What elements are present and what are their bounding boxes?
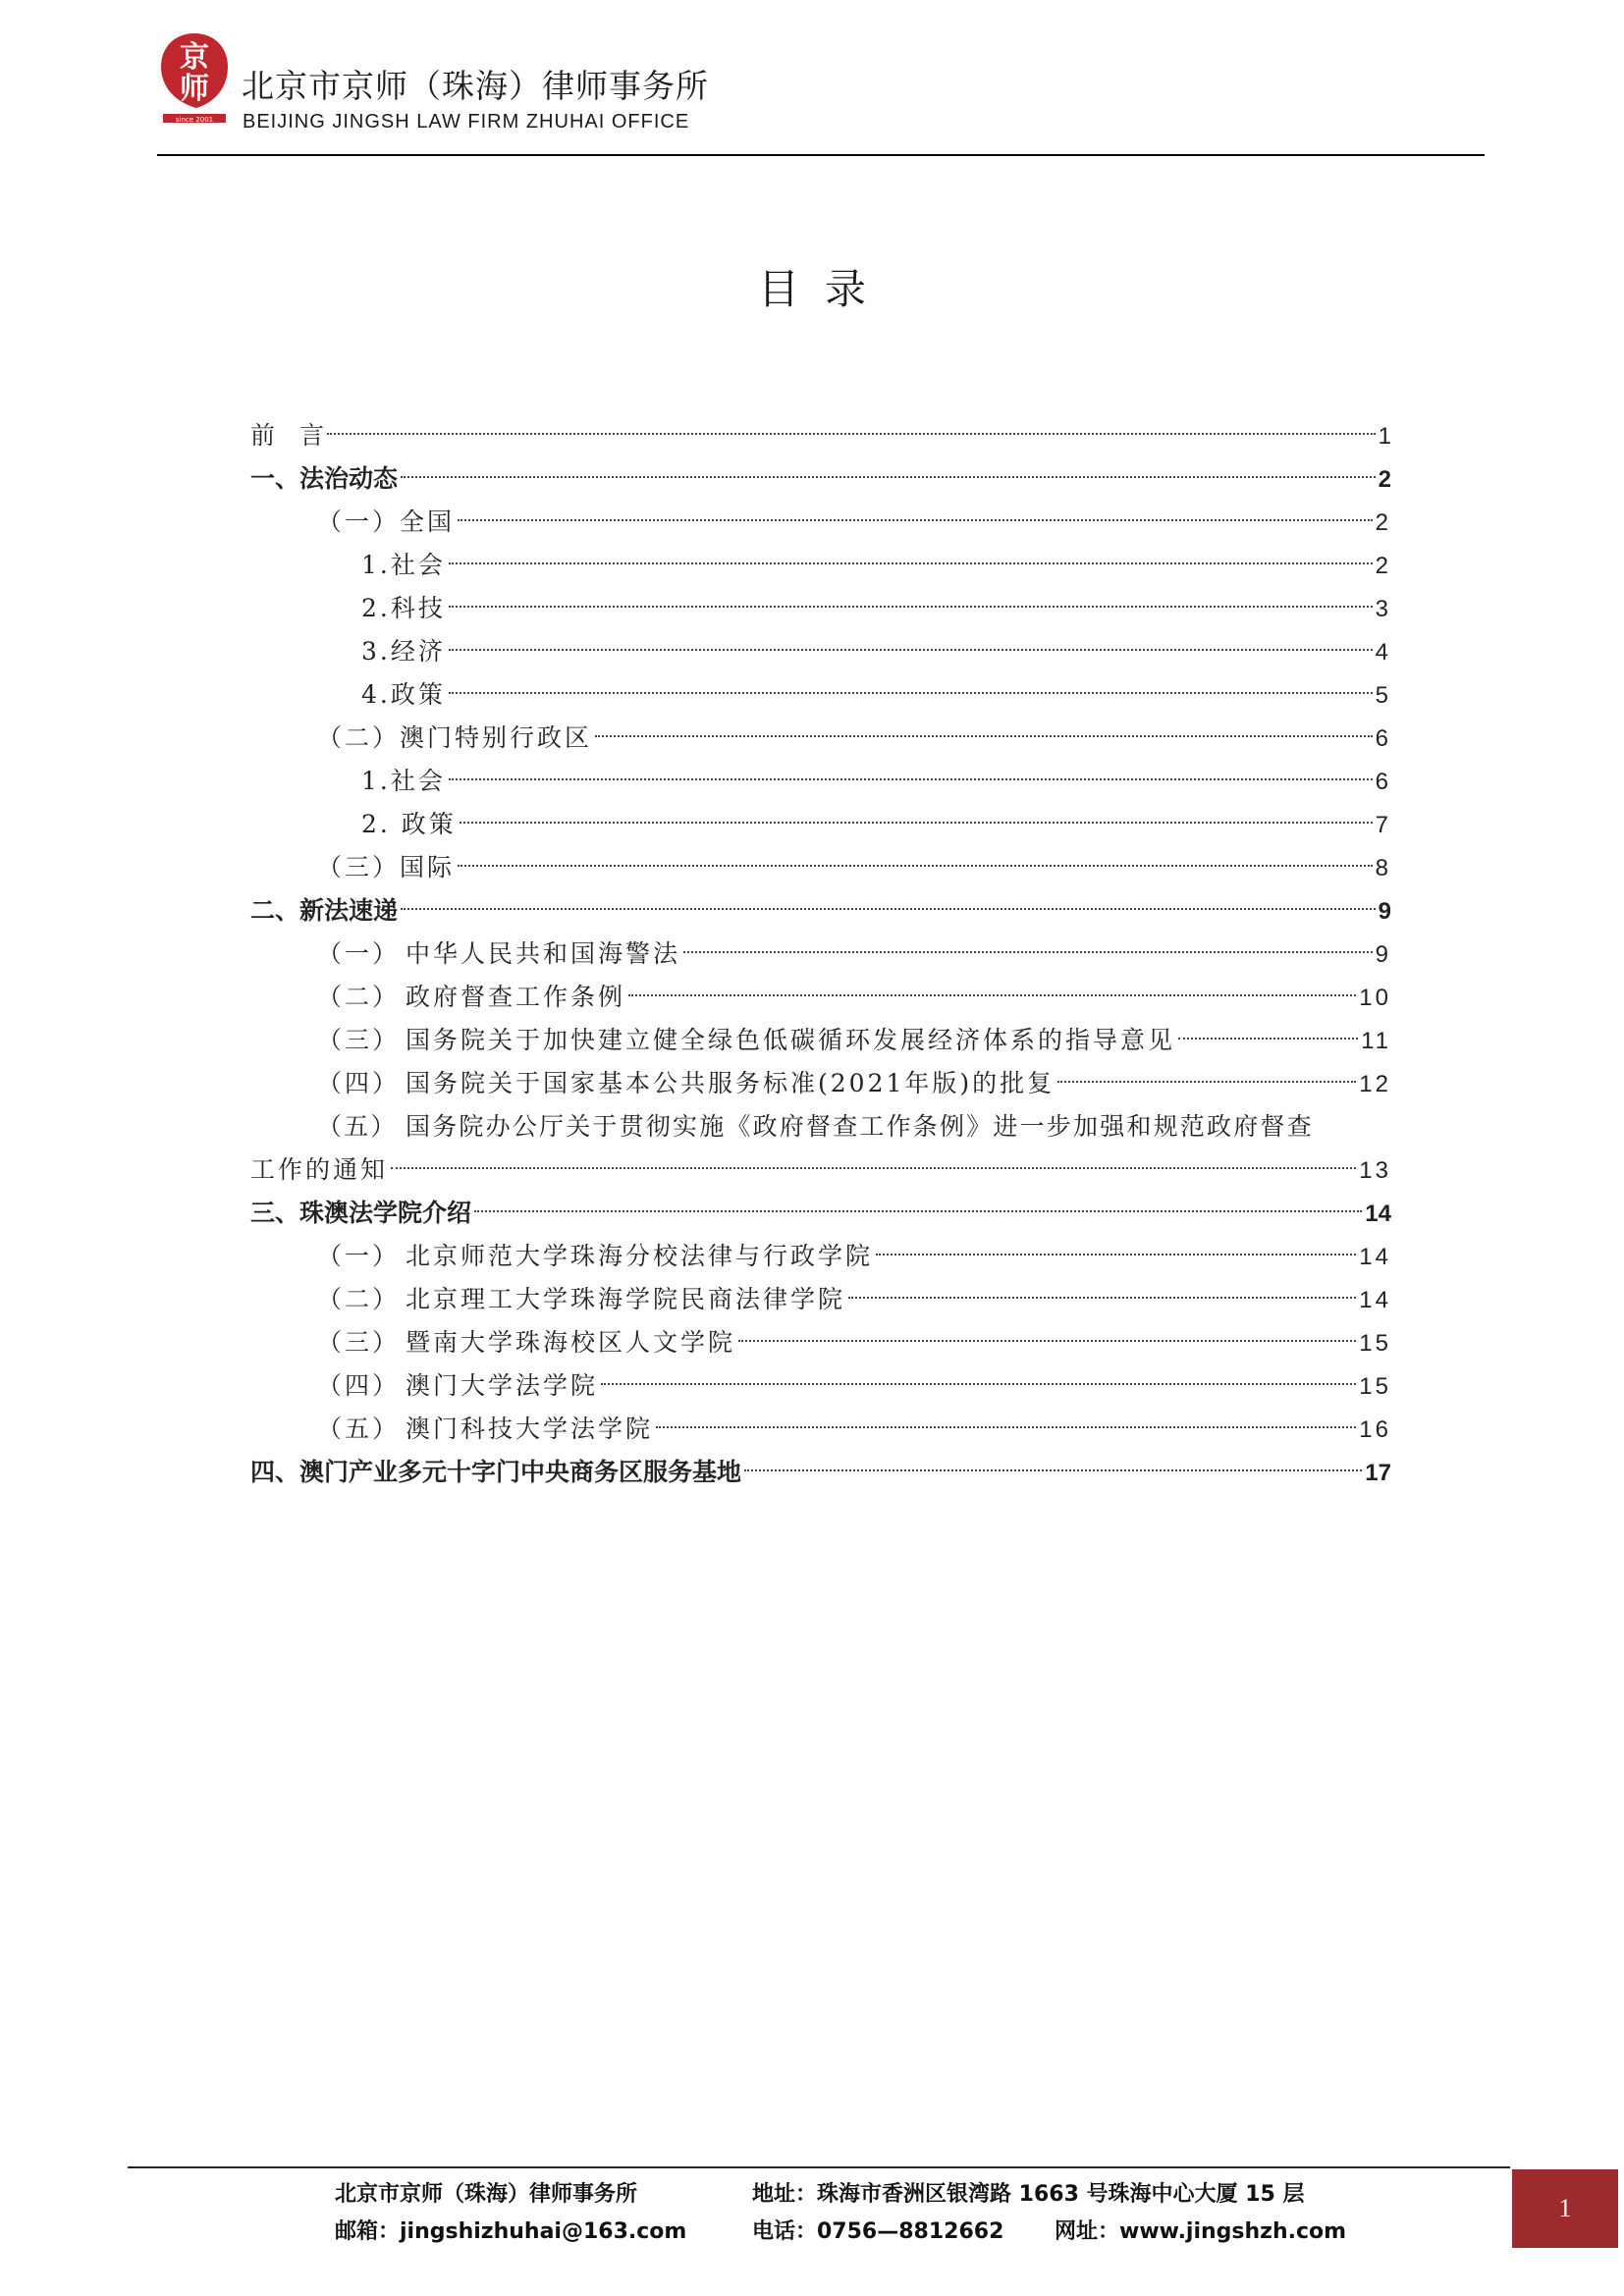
toc-entry-label: 工作的通知 bbox=[250, 1155, 389, 1184]
toc-entry[interactable] bbox=[250, 1451, 1391, 1494]
firm-name-english: BEIJING JINGSH LAW FIRM ZHUHAI OFFICE bbox=[243, 111, 690, 133]
toc-entry-page: 4 bbox=[1375, 639, 1391, 666]
toc-entry-page: 8 bbox=[1375, 855, 1391, 881]
toc-entry-page: 2 bbox=[1375, 509, 1391, 536]
toc-leader-dots bbox=[683, 951, 1373, 953]
toc-entry-page: 14 bbox=[1365, 1201, 1391, 1227]
toc-entry[interactable] bbox=[250, 1148, 1391, 1192]
toc-leader-dots bbox=[876, 1254, 1356, 1255]
toc-leader-dots bbox=[458, 865, 1373, 867]
toc-entry-label: 二、新法速递 bbox=[250, 896, 399, 925]
toc-entry-page: 1 bbox=[1378, 423, 1391, 450]
toc-entry[interactable] bbox=[250, 933, 1391, 976]
toc-leader-dots bbox=[449, 692, 1373, 694]
toc-entry-label: 3.经济 bbox=[361, 637, 446, 666]
toc-entry[interactable] bbox=[250, 889, 1391, 933]
footer-divider bbox=[128, 2166, 1510, 2168]
toc-leader-dots bbox=[595, 735, 1373, 737]
toc-entry[interactable] bbox=[250, 414, 1391, 457]
toc-entry-number: （四） bbox=[317, 1371, 401, 1400]
toc-entry-number: （四） bbox=[317, 1069, 401, 1097]
toc-leader-dots bbox=[401, 476, 1376, 478]
toc-entry-page: 12 bbox=[1359, 1071, 1391, 1097]
toc-leader-dots bbox=[449, 562, 1373, 564]
svg-text:since 2001: since 2001 bbox=[175, 116, 214, 124]
page-number: 1 bbox=[1512, 2169, 1618, 2248]
toc-entry-text: 北京师范大学珠海分校法律与行政学院 bbox=[406, 1242, 874, 1270]
toc-entry[interactable] bbox=[250, 630, 1391, 673]
toc-entry-page: 10 bbox=[1359, 985, 1391, 1011]
toc-entry-label: 4.政策 bbox=[361, 680, 446, 709]
toc-entry-page: 9 bbox=[1375, 941, 1391, 968]
toc-entry-label: 1.社会 bbox=[361, 767, 446, 795]
toc-entry-page: 3 bbox=[1375, 596, 1391, 622]
toc-entry-text: 国务院关于加快建立健全绿色低碳循环发展经济体系的指导意见 bbox=[406, 1026, 1176, 1054]
toc-entry-page: 2 bbox=[1378, 466, 1391, 493]
toc-entry-label: 三、珠澳法学院介绍 bbox=[250, 1199, 472, 1227]
toc-entry-page: 7 bbox=[1375, 812, 1391, 838]
header-divider bbox=[157, 154, 1485, 156]
toc-entry[interactable] bbox=[250, 1019, 1391, 1062]
footer-address: 地址：珠海市香洲区银湾路 1663 号珠海中心大厦 15 层 bbox=[752, 2182, 1305, 2207]
firm-logo-seal bbox=[157, 29, 232, 128]
toc-entry[interactable] bbox=[250, 544, 1391, 587]
toc-entry-page: 14 bbox=[1359, 1244, 1391, 1270]
toc-entry[interactable] bbox=[250, 803, 1391, 846]
toc-leader-dots bbox=[449, 649, 1373, 651]
toc-entry-number: （一） bbox=[317, 1242, 401, 1270]
toc-entry-label bbox=[317, 1364, 598, 1408]
toc-entry-text: 政府督查工作条例 bbox=[406, 983, 626, 1011]
toc-entry[interactable] bbox=[250, 1235, 1391, 1278]
footer-phone: 电话：0756—8812662 bbox=[752, 2219, 1004, 2244]
toc-entry-page: 6 bbox=[1375, 769, 1391, 795]
toc-entry-label: 一、法治动态 bbox=[250, 464, 399, 493]
toc-entry[interactable] bbox=[250, 457, 1391, 501]
toc-entry-page: 15 bbox=[1359, 1373, 1391, 1400]
toc-entry-page: 11 bbox=[1361, 1028, 1391, 1054]
toc-entry[interactable] bbox=[250, 760, 1391, 803]
toc-entry-label bbox=[317, 933, 680, 976]
toc-entry-label: （一）全国 bbox=[317, 507, 456, 536]
toc-entry-label: 2.科技 bbox=[361, 594, 446, 622]
toc-entry-label bbox=[317, 1019, 1175, 1062]
toc-leader-dots bbox=[391, 1167, 1356, 1169]
toc-leader-dots bbox=[1057, 1081, 1356, 1083]
toc-entry-page: 2 bbox=[1375, 553, 1391, 579]
toc-entry-label bbox=[317, 1105, 1314, 1148]
toc-entry-label bbox=[317, 1062, 1055, 1105]
toc-entry-label: （三）国际 bbox=[317, 853, 456, 881]
toc-entry-page: 5 bbox=[1375, 682, 1391, 709]
svg-text:师: 师 bbox=[180, 72, 209, 106]
toc-entry-number: （三） bbox=[317, 1026, 401, 1054]
toc-entry[interactable] bbox=[250, 1321, 1391, 1364]
toc-entry-page: 15 bbox=[1359, 1330, 1391, 1357]
toc-entry-page: 17 bbox=[1365, 1460, 1391, 1486]
toc-entry-number: （三） bbox=[317, 1328, 401, 1357]
firm-name: 北京市京师（珠海）律师事务所 bbox=[242, 67, 709, 105]
toc-entry[interactable] bbox=[250, 1364, 1391, 1408]
toc-entry-label: （二）澳门特别行政区 bbox=[317, 723, 593, 752]
toc-entry-label: 前 言 bbox=[250, 421, 325, 450]
toc-entry[interactable] bbox=[250, 1062, 1391, 1105]
toc-entry-label: 2. 政策 bbox=[361, 810, 457, 838]
toc-entry-page: 6 bbox=[1375, 725, 1391, 752]
toc-entry[interactable] bbox=[250, 717, 1391, 760]
footer-website: 网址：www.jingshzh.com bbox=[1055, 2219, 1347, 2244]
toc-leader-dots bbox=[449, 606, 1373, 608]
toc-entry[interactable] bbox=[250, 1278, 1391, 1321]
toc-entry[interactable] bbox=[250, 976, 1391, 1019]
toc-entry[interactable] bbox=[250, 1408, 1391, 1451]
toc-entry-number: （五） bbox=[317, 1415, 401, 1443]
toc-entry-number: （二） bbox=[317, 983, 401, 1011]
toc-leader-dots bbox=[848, 1297, 1356, 1299]
toc-leader-dots bbox=[401, 908, 1376, 910]
toc-entry-number: （一） bbox=[317, 939, 401, 968]
toc-entry-number: （五） bbox=[317, 1112, 398, 1141]
page-title: 目录 bbox=[757, 265, 892, 313]
toc-leader-dots bbox=[460, 822, 1373, 824]
toc-entry-page: 9 bbox=[1378, 898, 1391, 925]
toc-entry-page: 13 bbox=[1359, 1157, 1391, 1184]
toc-entry-label bbox=[317, 1278, 845, 1321]
table-of-contents bbox=[250, 414, 1391, 1494]
toc-entry-page: 14 bbox=[1359, 1287, 1391, 1313]
toc-entry[interactable] bbox=[250, 1105, 1391, 1148]
toc-entry-label: 四、澳门产业多元十字门中央商务区服务基地 bbox=[250, 1458, 742, 1486]
toc-entry-label: 1.社会 bbox=[361, 551, 446, 579]
toc-leader-dots bbox=[474, 1210, 1362, 1212]
toc-entry-label bbox=[317, 1408, 653, 1451]
toc-leader-dots bbox=[601, 1383, 1356, 1385]
toc-entry[interactable] bbox=[250, 1192, 1391, 1235]
toc-entry-page: 16 bbox=[1359, 1416, 1391, 1443]
toc-leader-dots bbox=[628, 994, 1356, 996]
toc-entry[interactable] bbox=[250, 673, 1391, 717]
footer-email: 邮箱：jingshizhuhai@163.com bbox=[335, 2219, 687, 2244]
toc-entry-label bbox=[317, 976, 625, 1019]
toc-entry[interactable] bbox=[250, 501, 1391, 544]
toc-leader-dots bbox=[738, 1340, 1356, 1342]
toc-leader-dots bbox=[656, 1426, 1356, 1428]
toc-entry[interactable] bbox=[250, 846, 1391, 889]
toc-entry-number: （二） bbox=[317, 1285, 401, 1313]
toc-leader-dots bbox=[449, 778, 1373, 780]
toc-entry-label bbox=[317, 1321, 735, 1364]
toc-entry-text: 中华人民共和国海警法 bbox=[406, 939, 681, 968]
toc-entry-text: 澳门科技大学法学院 bbox=[406, 1415, 654, 1443]
toc-leader-dots bbox=[744, 1469, 1362, 1471]
toc-entry-text: 国务院办公厅关于贯彻实施《政府督查工作条例》进一步加强和规范政府督查 bbox=[406, 1112, 1314, 1141]
toc-entry-label bbox=[317, 1235, 873, 1278]
svg-text:京: 京 bbox=[180, 40, 209, 75]
footer-firm-name: 北京市京师（珠海）律师事务所 bbox=[335, 2182, 638, 2207]
toc-leader-dots bbox=[458, 519, 1373, 521]
toc-entry[interactable] bbox=[250, 587, 1391, 630]
toc-entry-text: 暨南大学珠海校区人文学院 bbox=[406, 1328, 736, 1357]
toc-entry-text: 澳门大学法学院 bbox=[406, 1371, 599, 1400]
toc-entry-text: 国务院关于国家基本公共服务标准(2021年版)的批复 bbox=[406, 1069, 1056, 1097]
toc-leader-dots bbox=[1178, 1038, 1358, 1040]
toc-leader-dots bbox=[327, 433, 1376, 435]
toc-entry-text: 北京理工大学珠海学院民商法律学院 bbox=[406, 1285, 846, 1313]
